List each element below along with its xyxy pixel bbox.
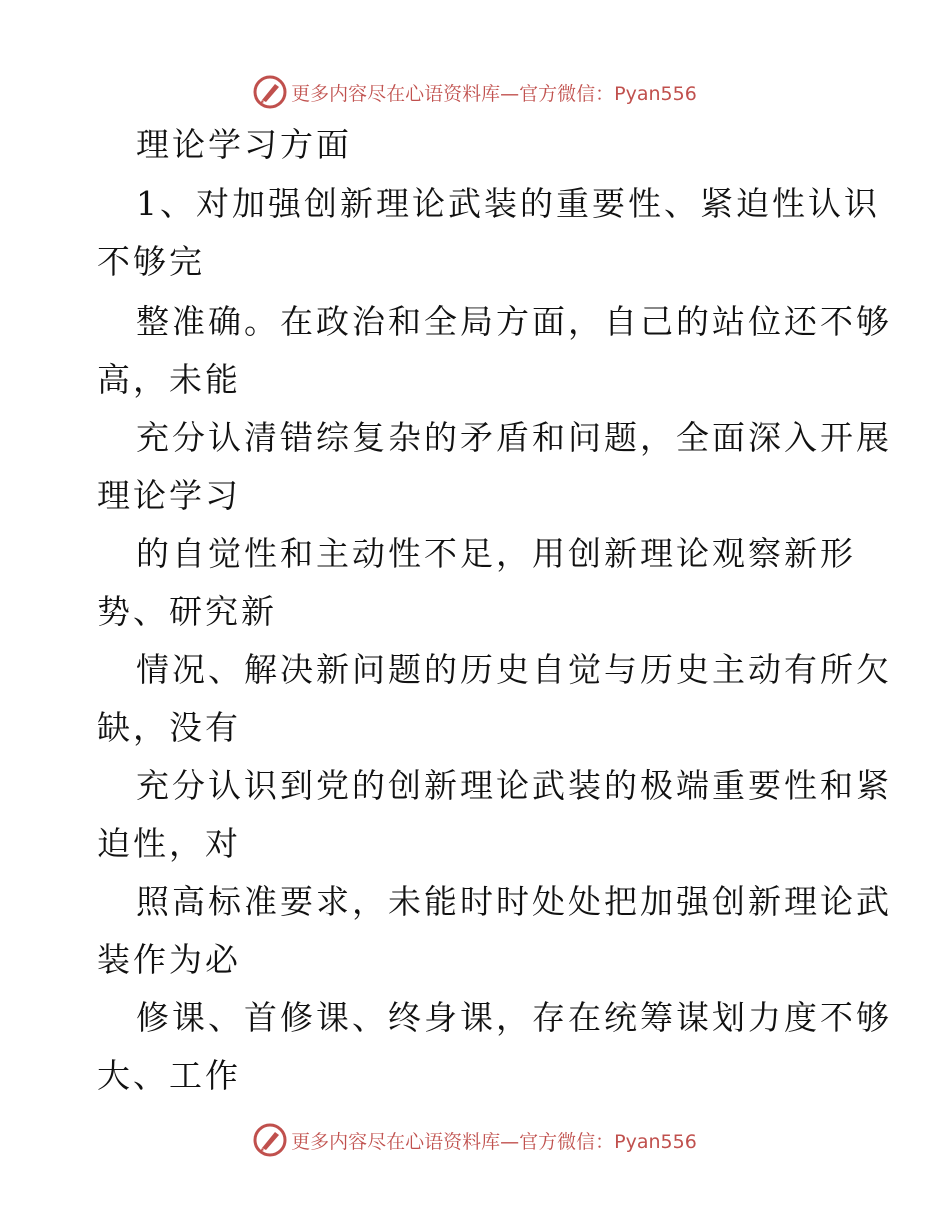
text-line: 的自觉性和主动性不足，用创新理论观察新形	[136, 534, 856, 573]
text-line: 照高标准要求，未能时时处处把加强创新理论武	[136, 882, 892, 921]
text-line: 迫性，对	[97, 824, 241, 863]
text-line: 修课、首修课、终身课，存在统筹谋划力度不够	[136, 998, 892, 1037]
text-line: 装作为必	[97, 940, 241, 979]
section-heading: 理论学习方面	[136, 125, 352, 164]
text-line: 充分认识到党的创新理论武装的极端重要性和紧	[136, 766, 892, 805]
quill-pen-logo-icon	[253, 75, 287, 109]
quill-pen-logo-icon	[253, 1123, 287, 1157]
footer-banner	[0, 1120, 950, 1160]
text-line: 高，未能	[97, 360, 241, 399]
banner-site-text: 更多内容尽在心语资料库	[291, 82, 501, 105]
text-line: 不够完	[97, 242, 205, 281]
text-line: 理论学习	[97, 476, 241, 515]
text-line: 情况、解决新问题的历史自觉与历史主动有所欠	[136, 650, 892, 689]
banner-site-text: 更多内容尽在心语资料库	[291, 1130, 501, 1153]
text-line: 缺，没有	[97, 708, 241, 747]
text-line: 大、工作	[97, 1056, 241, 1095]
text-line: 1、对加强创新理论武装的重要性、紧迫性认识	[136, 184, 880, 223]
text-line: 势、研究新	[97, 592, 277, 631]
text-line: 整准确。在政治和全局方面，自己的站位还不够	[136, 302, 892, 341]
header-banner	[0, 72, 950, 112]
banner-contact-text: —官方微信：Pyan556	[500, 82, 697, 105]
text-line: 充分认清错综复杂的矛盾和问题，全面深入开展	[136, 418, 892, 457]
banner-contact-text: —官方微信：Pyan556	[500, 1130, 697, 1153]
